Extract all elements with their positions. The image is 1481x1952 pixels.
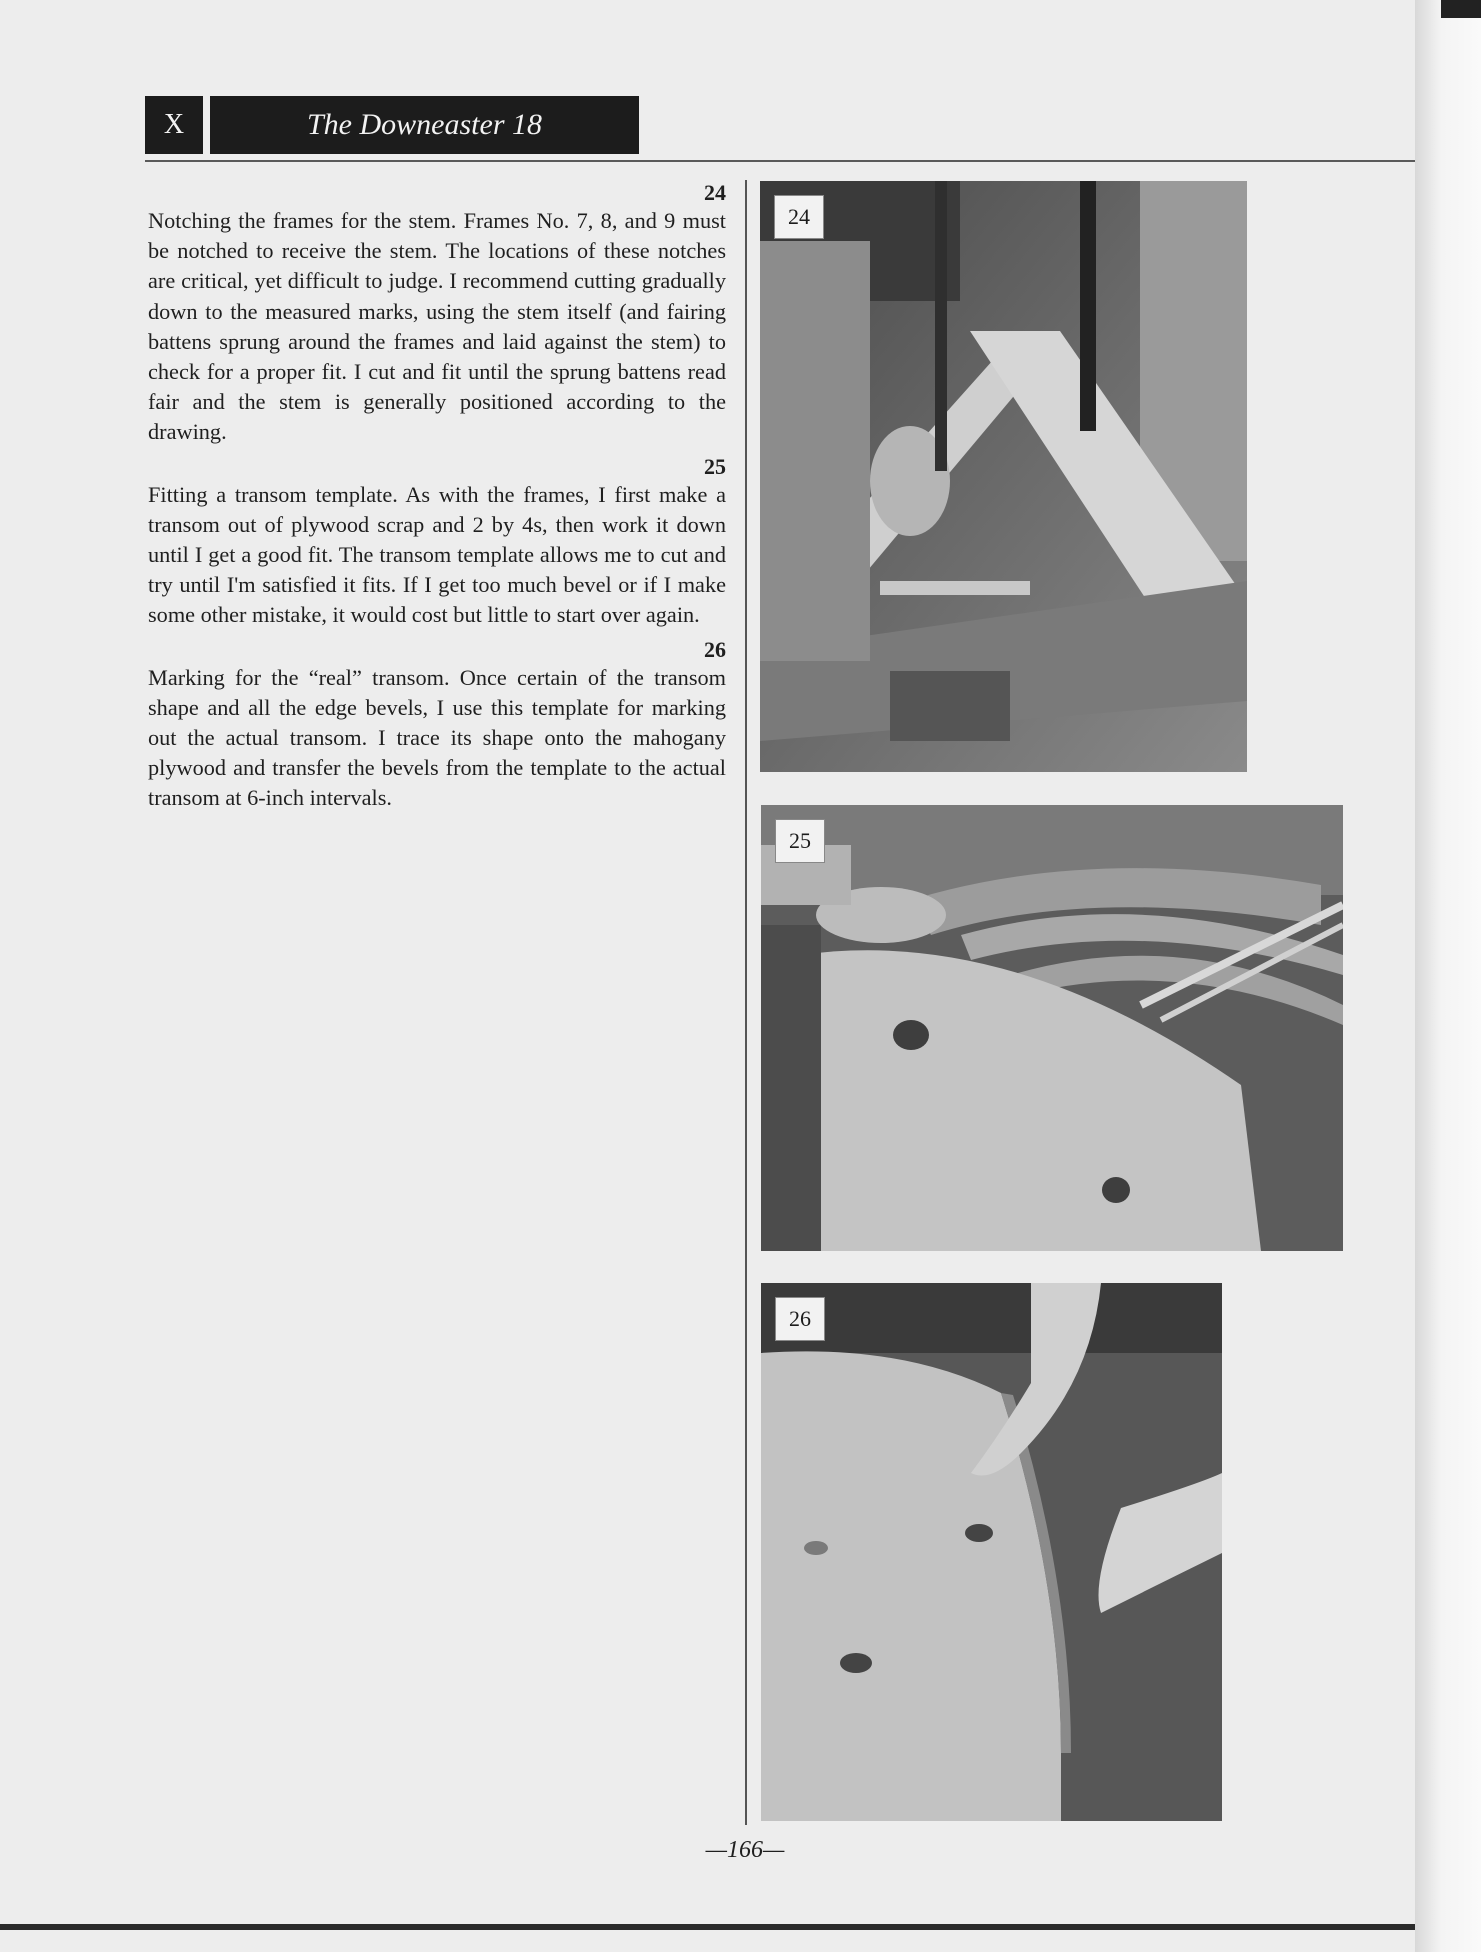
scan-margin (1415, 0, 1481, 1952)
photo-26-image (761, 1283, 1222, 1821)
scan-corner (1441, 0, 1481, 18)
caption-26 (148, 637, 726, 814)
caption-25 (148, 454, 726, 631)
photo-24 (760, 181, 1247, 772)
caption-24 (148, 180, 726, 448)
header-rule (145, 160, 1415, 162)
page-number: —166— (705, 1837, 785, 1863)
book-title: The Downeaster 18 (210, 96, 639, 154)
page-bottom-edge (0, 1924, 1415, 1930)
photo-26 (761, 1283, 1222, 1821)
caption-number: 25 (704, 453, 726, 479)
photo-24-image (760, 181, 1247, 772)
chapter-number: X (145, 96, 203, 154)
photo-label: 26 (775, 1297, 825, 1341)
caption-text: Fitting a transom template. As with the frames, I first make a transom out of plywood scrap and 2 by 4s, then work it down until I get a good fit. The transom template allows me to cut and try until I'm satisfied it fits. If I get too much bevel or if I make some other mistake, it would cost but little to start over again. (148, 481, 726, 628)
caption-column (148, 180, 726, 814)
photo-25-image (761, 805, 1343, 1251)
caption-number: 24 (704, 180, 726, 205)
photo-25 (761, 805, 1343, 1251)
caption-text: Notching the frames for the stem. Frames No. 7, 8, and 9 must be notched to receive the stem. The locations of these notches are critical, yet difficult to judge. I recommend cutting gradually down to the measured marks, using the stem itself (and fairing battens sprung around the frames and laid against the stem) to check for a proper fit. I cut and fit until the sprung battens read fair and the stem is generally positioned according to the drawing. (148, 208, 726, 445)
photo-label: 24 (774, 195, 824, 239)
caption-text: Marking for the “real” transom. Once certain of the transom shape and all the edge bevels, I use this template for marking out the actual transom. I trace its shape onto the mahogany plywood and transfer the bevels from the template to the actual transom at 6-inch intervals. (148, 664, 726, 811)
photo-label: 25 (775, 819, 825, 863)
caption-number: 26 (704, 636, 726, 662)
column-divider (745, 180, 747, 1825)
